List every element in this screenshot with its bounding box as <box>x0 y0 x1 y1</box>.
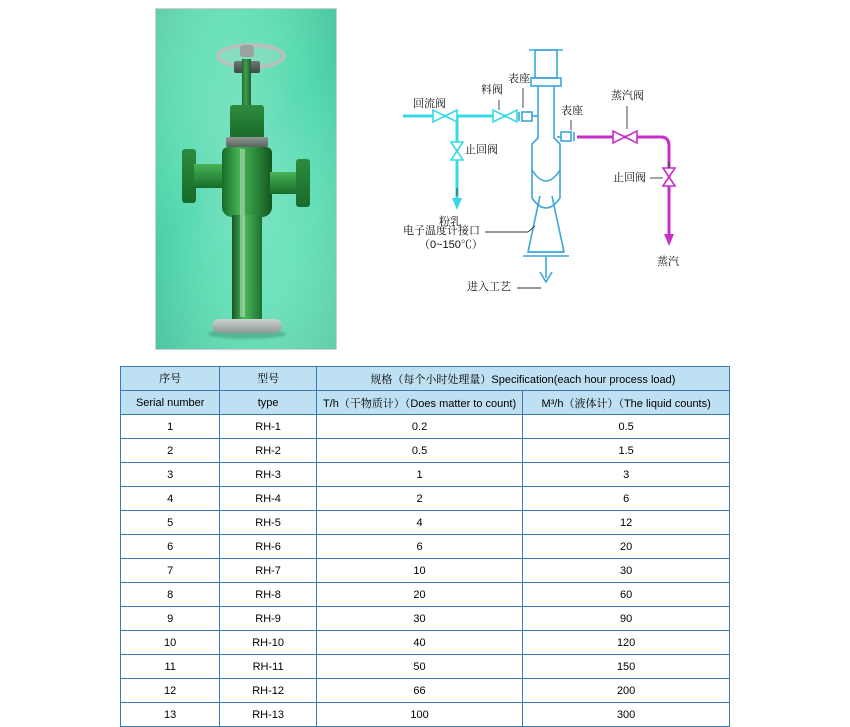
cell-serial: 1 <box>121 415 220 439</box>
cell-m3: 30 <box>523 559 730 583</box>
specification-table <box>120 366 730 727</box>
label-thermometer-port: 电子温度计接口 <box>403 225 480 237</box>
cell-serial: 3 <box>121 463 220 487</box>
product-photo <box>155 8 337 350</box>
cell-th: 6 <box>316 535 522 559</box>
bolt-ring <box>226 137 268 147</box>
cell-type: RH-2 <box>220 439 316 463</box>
table-row <box>121 679 730 703</box>
header-th-column: T/h（干物质计）（Does matter to count) <box>316 391 522 415</box>
label-gauge-seat-left: 表座 <box>508 73 530 85</box>
mixer-column <box>232 215 262 321</box>
cell-th: 10 <box>316 559 522 583</box>
cell-th: 1 <box>316 463 522 487</box>
header-type-en: type <box>220 391 316 415</box>
cell-m3: 300 <box>523 703 730 727</box>
header-m3-column: M³/h（液体计）（The liquid counts) <box>523 391 730 415</box>
label-steam-valve: 蒸汽阀 <box>611 90 644 102</box>
table-row <box>121 463 730 487</box>
cell-type: RH-12 <box>220 679 316 703</box>
cell-th: 40 <box>316 631 522 655</box>
cell-type: RH-6 <box>220 535 316 559</box>
label-check-valve-left: 止回阀 <box>465 144 498 156</box>
label-material-valve: 料阀 <box>481 84 503 96</box>
cell-type: RH-11 <box>220 655 316 679</box>
label-process-inlet: 进入工艺 <box>467 281 511 293</box>
header-type-cn: 型号 <box>220 367 316 391</box>
right-pipe <box>270 172 298 194</box>
cell-type: RH-1 <box>220 415 316 439</box>
cell-m3: 6 <box>523 487 730 511</box>
cell-type: RH-9 <box>220 607 316 631</box>
leader-lines <box>457 88 669 288</box>
table-header <box>121 367 730 415</box>
table-row <box>121 535 730 559</box>
cell-serial: 4 <box>121 487 220 511</box>
cell-serial: 10 <box>121 631 220 655</box>
cell-serial: 8 <box>121 583 220 607</box>
base-flange <box>212 319 282 333</box>
header-serial-en: Serial number <box>121 391 220 415</box>
cell-type: RH-3 <box>220 463 316 487</box>
cell-th: 4 <box>316 511 522 535</box>
table-body <box>121 415 730 727</box>
steam-line <box>577 137 669 236</box>
table-row <box>121 583 730 607</box>
header-row-1 <box>121 367 730 391</box>
body-highlight <box>240 149 245 317</box>
right-flange <box>296 159 310 207</box>
label-gauge-seat-right: 表座 <box>561 105 583 117</box>
cell-serial: 2 <box>121 439 220 463</box>
table-row <box>121 559 730 583</box>
cell-serial: 5 <box>121 511 220 535</box>
cell-type: RH-4 <box>220 487 316 511</box>
cell-serial: 12 <box>121 679 220 703</box>
cell-serial: 6 <box>121 535 220 559</box>
flow-diagram-svg <box>395 20 815 340</box>
valve-bonnet <box>230 105 264 139</box>
left-pipe <box>194 164 224 188</box>
label-check-valve-right: 止回阀 <box>613 172 646 184</box>
cell-m3: 200 <box>523 679 730 703</box>
table-row <box>121 703 730 727</box>
cell-m3: 120 <box>523 631 730 655</box>
process-flow-diagram <box>395 20 815 340</box>
cell-th: 20 <box>316 583 522 607</box>
cell-m3: 3 <box>523 463 730 487</box>
table-row <box>121 439 730 463</box>
handwheel-hub <box>240 45 254 57</box>
mixer-body <box>222 147 272 217</box>
cell-m3: 60 <box>523 583 730 607</box>
cell-th: 50 <box>316 655 522 679</box>
cell-th: 66 <box>316 679 522 703</box>
header-spec-group: 规格（每个小时处理量）Specification(each hour process load) <box>316 367 729 391</box>
cell-serial: 7 <box>121 559 220 583</box>
cell-m3: 20 <box>523 535 730 559</box>
cell-m3: 150 <box>523 655 730 679</box>
label-steam-outlet: 蒸汽 <box>657 256 679 268</box>
table-row <box>121 511 730 535</box>
table-row <box>121 607 730 631</box>
cell-m3: 12 <box>523 511 730 535</box>
cell-th: 30 <box>316 607 522 631</box>
label-powder-milk: 粉乳 <box>439 216 461 228</box>
cell-m3: 90 <box>523 607 730 631</box>
cell-serial: 9 <box>121 607 220 631</box>
table-row <box>121 415 730 439</box>
cell-th: 0.2 <box>316 415 522 439</box>
cell-th: 0.5 <box>316 439 522 463</box>
header-row-2 <box>121 391 730 415</box>
steam-flow-arrow <box>664 234 674 246</box>
cell-type: RH-10 <box>220 631 316 655</box>
cell-m3: 1.5 <box>523 439 730 463</box>
label-reflux-valve: 回流阀 <box>413 98 446 110</box>
table-row <box>121 487 730 511</box>
cell-m3: 0.5 <box>523 415 730 439</box>
cell-type: RH-7 <box>220 559 316 583</box>
cell-type: RH-13 <box>220 703 316 727</box>
cell-type: RH-8 <box>220 583 316 607</box>
cell-type: RH-5 <box>220 511 316 535</box>
cell-th: 2 <box>316 487 522 511</box>
cell-th: 100 <box>316 703 522 727</box>
cell-serial: 13 <box>121 703 220 727</box>
milk-flow-arrow <box>452 198 462 210</box>
table-row <box>121 655 730 679</box>
table-row <box>121 631 730 655</box>
header-serial-cn: 序号 <box>121 367 220 391</box>
label-thermometer-range: （0~150℃） <box>419 239 483 251</box>
cell-serial: 11 <box>121 655 220 679</box>
